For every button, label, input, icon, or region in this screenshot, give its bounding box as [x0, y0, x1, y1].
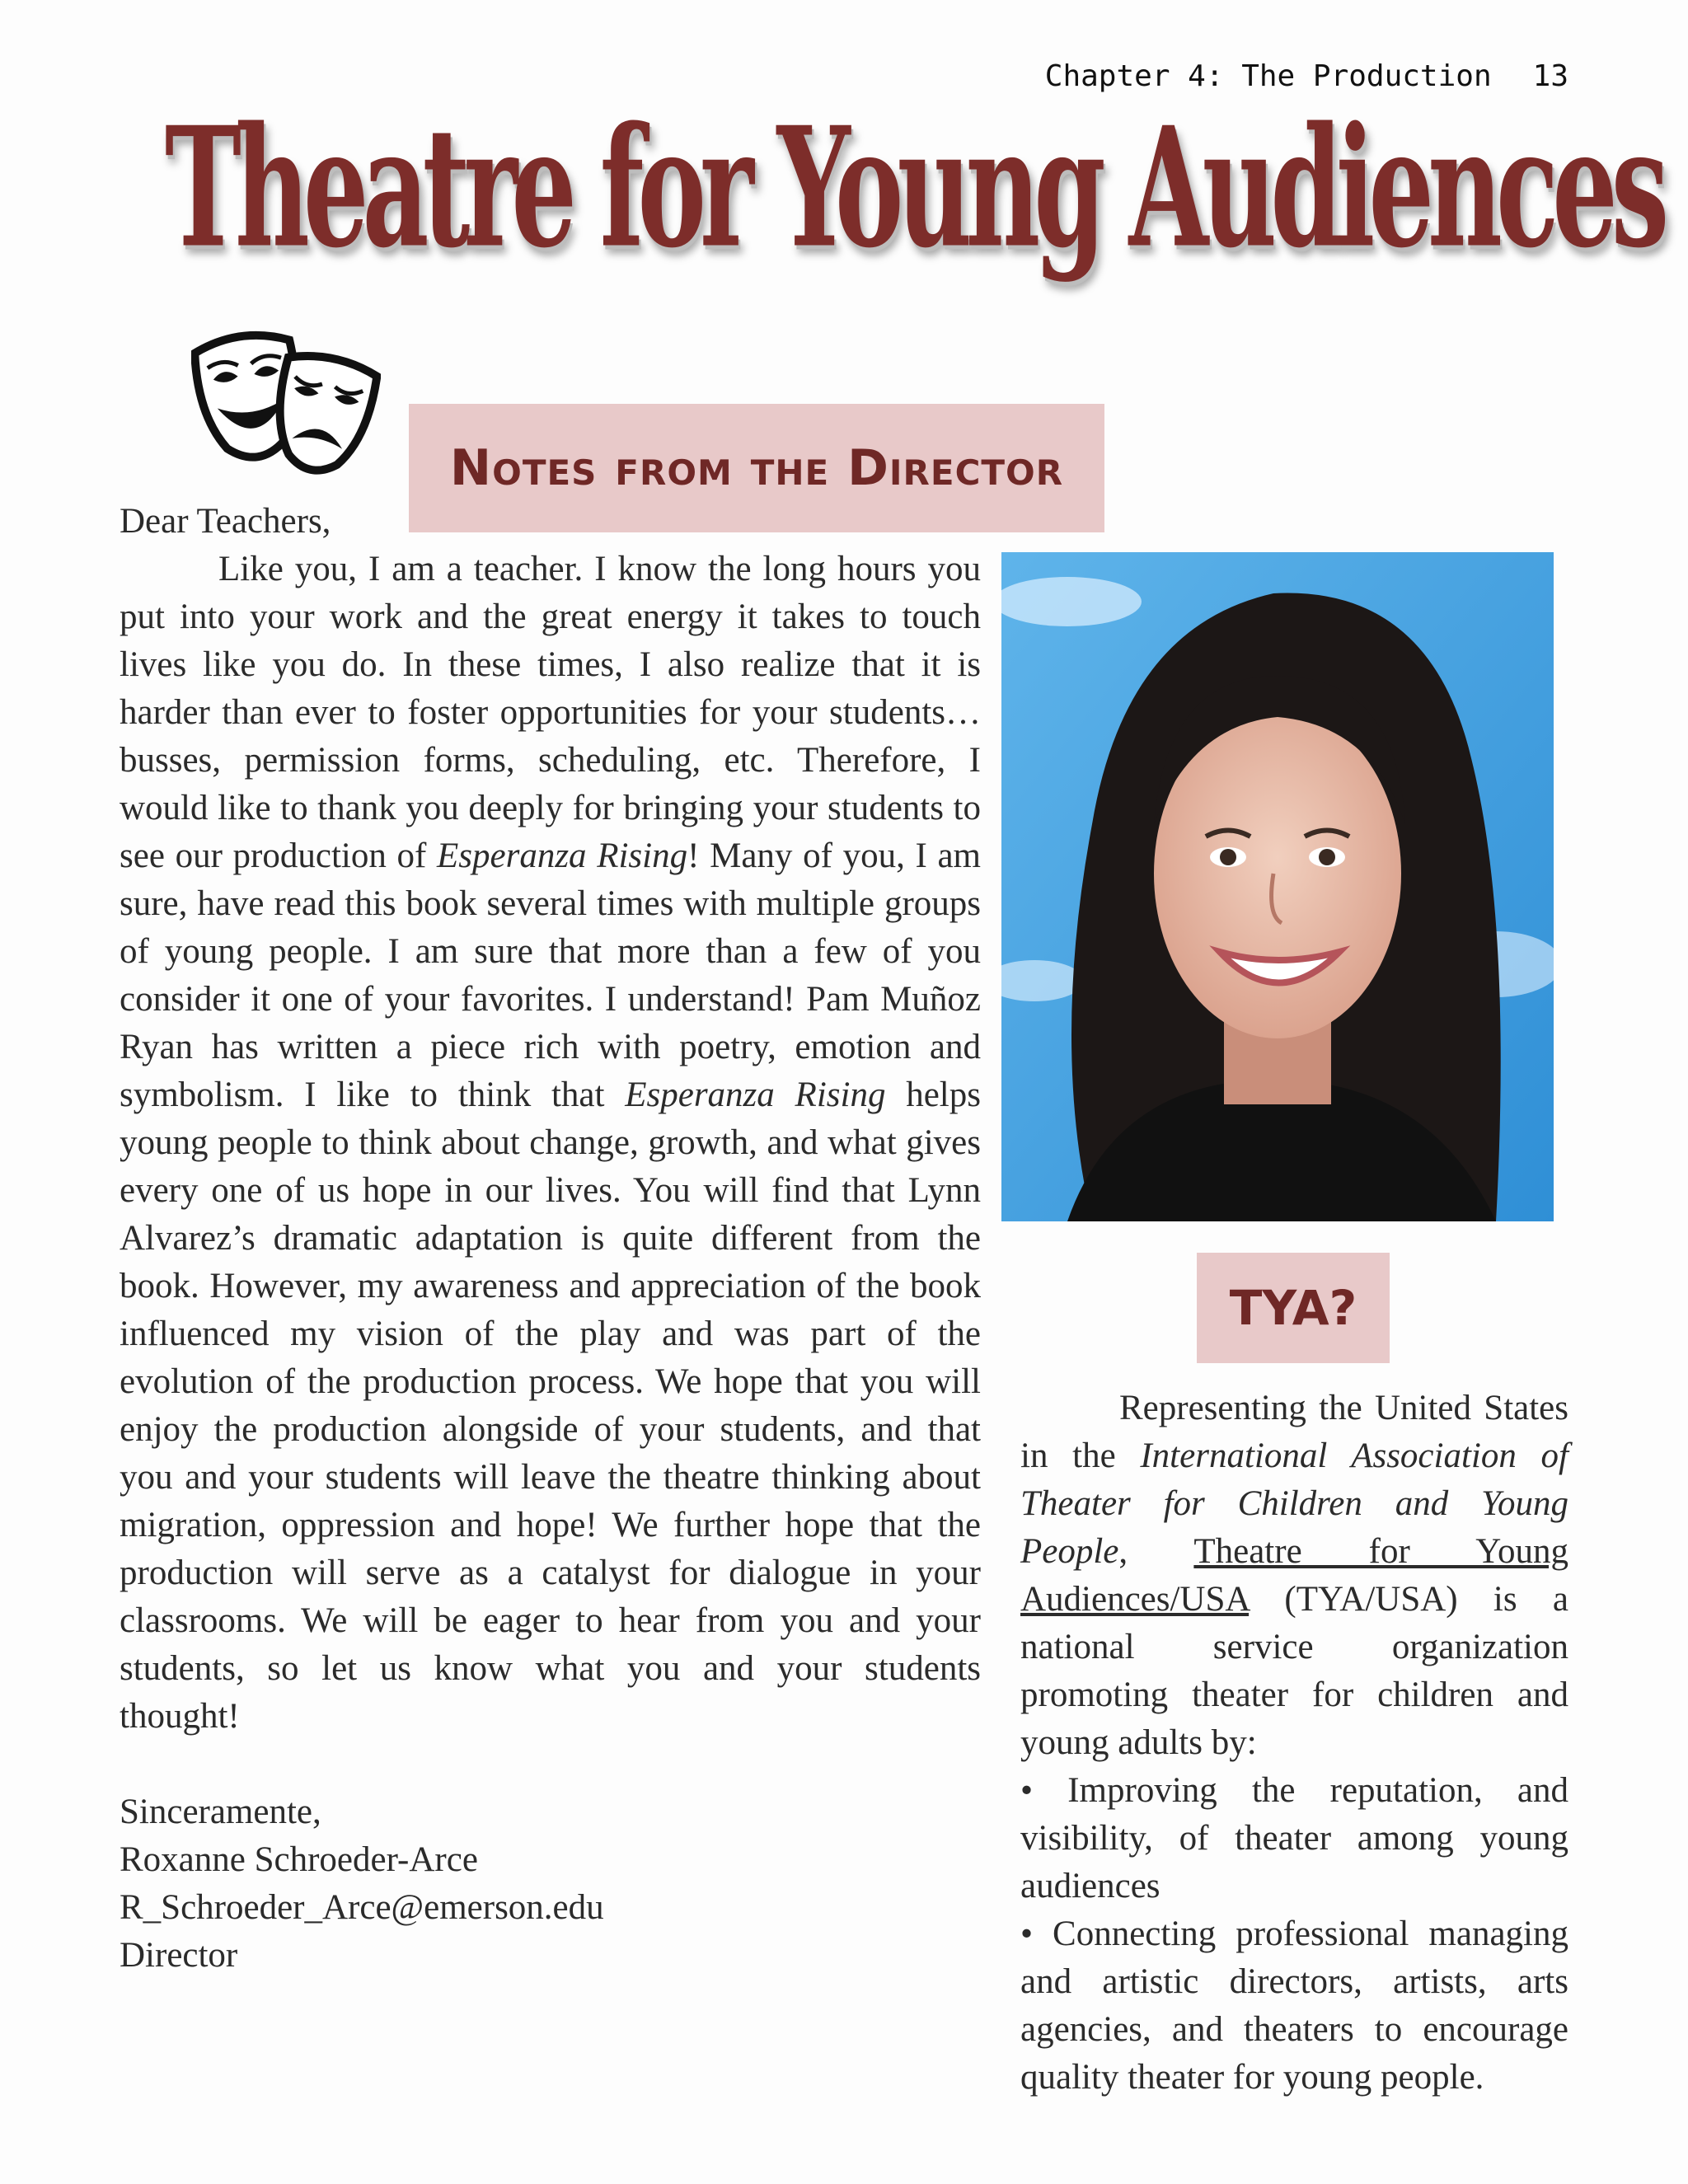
page-title: Theatre for Young Audiences — [165, 91, 1663, 284]
tya-bullet: • Improving the reputation, and visibility, of theater among young audiences — [1020, 1771, 1568, 1905]
letter-signature-name: Roxanne Schroeder-Arce — [120, 1840, 478, 1879]
letter-closing: Sinceramente, — [120, 1793, 321, 1831]
chapter-label: Chapter 4: The Production — [1044, 59, 1492, 93]
letter-email[interactable]: R_Schroeder_Arce@emerson.edu — [120, 1888, 604, 1927]
director-letter — [120, 498, 981, 1980]
notes-from-director-banner: Notes from the Director — [409, 404, 1104, 532]
letter-salutation: Dear Teachers, — [120, 502, 331, 541]
tya-description — [1020, 1385, 1568, 2102]
tya-intro: Representing the United States in the International Association of Theater for Children and Young People, Theatre for Young Audiences/USA (TYA/USA) is a national service organization promoting theater for children and young adults by: — [1020, 1389, 1568, 1762]
page-number: 13 — [1532, 59, 1568, 93]
letter-role: Director — [120, 1936, 238, 1975]
tya-bullet: • Connecting professional managing and artistic directors, artists, arts agencies, and theaters to encourage quality theater for young people. — [1020, 1915, 1568, 2097]
comedy-tragedy-masks-icon — [191, 330, 381, 478]
org-name-italic: International Association of Theater for Children and Young People — [1020, 1436, 1568, 1571]
director-portrait-photo — [1001, 552, 1554, 1221]
page-header — [1045, 59, 1568, 93]
letter-body: Like you, I am a teacher. I know the long hours you put into your work and the great energy it takes to touch lives like you do. In these times, I also realize that it is harder than ever to foster opportunities for your students…busses, permission forms, scheduling, etc. Therefore, I would like to thank you deeply for bringing your students to see our production of Esperanza Rising! Many of you, I am sure, have read this book several times with multiple groups of young people. I am sure that more than a few of you consider it one of your favorites. I understand! Pam Muñoz Ryan has written a piece rich with poetry, emotion and symbolism. I like to think that Esperanza Rising helps young people to think about change, growth, and what gives every one of us hope in our lives. You will find that Lynn Alvarez’s dramatic adaptation is quite different from the book. However, my awareness and appreciation of the book influenced my vision of the play and was part of the evolution of the production process. We hope that you will enjoy the production alongside of your students, and that you and your students will leave the theatre thinking about migration, oppression and hope! We further hope that the production will serve as a catalyst for dialogue in your classrooms. We will be eager to hear from you and your students, so let us know what you and your students thought! — [120, 550, 982, 1736]
tya-usa-link[interactable]: Theatre for Young Audiences/USA — [1020, 1532, 1568, 1619]
book-title: Esperanza Rising — [625, 1076, 886, 1114]
book-title: Esperanza Rising — [437, 837, 688, 875]
tya-banner: TYA? — [1197, 1253, 1390, 1363]
